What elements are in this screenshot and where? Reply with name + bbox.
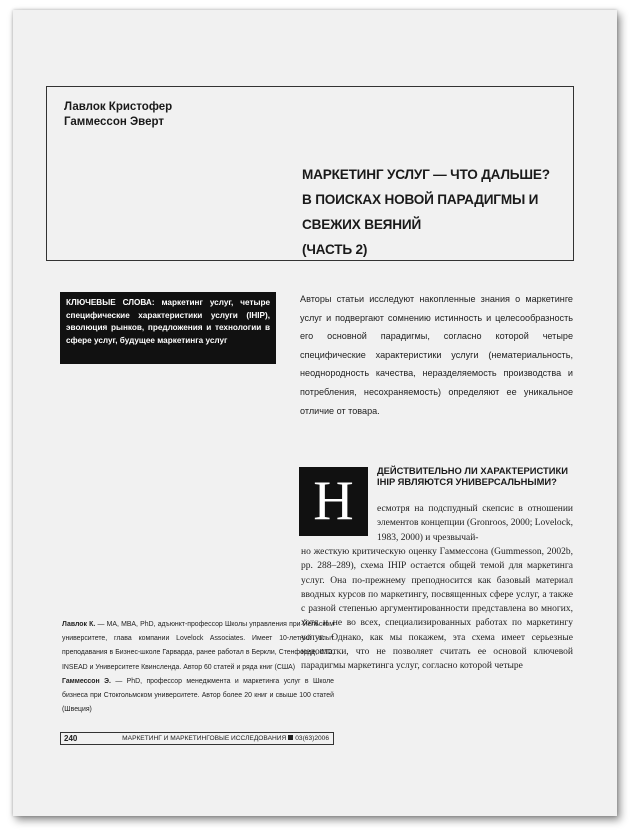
section-heading: ДЕЙСТВИТЕЛЬНО ЛИ ХАРАКТЕРИСТИКИ IHIP ЯВЛЯЮТСЯ УНИВЕРСАЛЬНЫМИ?	[377, 465, 568, 487]
body-text-first: есмотря на подспудный скепсис в отношении элементов концепции (Gronroos, 2000; Lovelock, 1983, 2000) и чрезвычай-	[377, 504, 573, 543]
author-name: Гаммессон Эверт	[64, 116, 164, 128]
author-bios	[62, 618, 334, 717]
journal-name: МАРКЕТИНГ И МАРКЕТИНГОВЫЕ ИССЛЕДОВАНИЯ	[122, 735, 287, 742]
title-line: СВЕЖИХ ВЕЯНИЙ	[302, 217, 422, 232]
body-text: но жесткую критическую оценку Гаммессона (Gummesson, 2002b, pp. 288–289), схема IHIP остается общей темой для маркетинга услуг. Она по-прежнему преподносится как базовый материал вводных курсов по маркетингу, посвященных сфере услуг, а также с разной степенью аргументированности представлена во многих, хотя и не во всех, специализированных работах по маркетингу услуг. Однако, как мы покажем, эта схема имеет серьезные недостатки, что не позволяет считать ее основой ключевой парадигмы маркетинга услуг, согласно которой четыре	[301, 547, 573, 672]
page-number: 240	[64, 734, 78, 743]
author-list	[64, 100, 172, 130]
article-title	[302, 162, 572, 262]
page-footer	[60, 732, 334, 745]
square-bullet-icon	[288, 735, 293, 740]
title-line: (ЧАСТЬ 2)	[302, 242, 368, 257]
bio-name: Гаммессон Э.	[62, 677, 111, 685]
bio-name: Лавлок К.	[62, 621, 96, 628]
title-line: МАРКЕТИНГ УСЛУГ — ЧТО ДАЛЬШЕ?	[302, 167, 550, 182]
author-name: Лавлок Кристофер	[64, 101, 173, 113]
issue-number: 03(63)2006	[295, 735, 329, 742]
drop-cap: Н	[299, 467, 368, 536]
keywords-box	[60, 292, 276, 364]
abstract: Авторы статьи исследуют накопленные знания о маркетинге услуг и подвергают сомнению истинность и целесообразность его основной парадигмы, согласно которой четыре специфические характеристики услуги (нематериальность, неоднородность качества, неразделяемость производства и потребления, несохраняемость) определяют ее уникальное отличие от товара.	[300, 294, 573, 416]
keywords-text: маркетинг услуг, четыре специфические характеристики услуги (IHIP), эволюция рынков, предложения и технологии в сфере услуг, будущее маркетинга услуг	[66, 298, 270, 345]
author-bio	[62, 675, 334, 718]
bio-text: — MA, MBA, PhD, адъюнкт-профессор Школы управления при Йельском университете, глава компании Lovelock Associates. Имеет 10-летний опыт преподавания в Бизнес-школе Гарварда, ранее работал в Беркли, Стенфорде, IMD, INSEAD и Университете Квинсленда. Автор 60 статей и ряда книг (США)	[62, 621, 334, 671]
author-bio	[62, 618, 334, 675]
journal-info	[122, 733, 329, 744]
bio-text: — PhD, профессор менеджмента и маркетинга услуг в Школе бизнеса при Стокгольмском университете. Автор более 20 книг и свыше 100 статей (Швеция)	[62, 677, 334, 714]
title-line: В ПОИСКАХ НОВОЙ ПАРАДИГМЫ И	[302, 192, 539, 207]
keywords-label: КЛЮЧЕВЫЕ СЛОВА:	[66, 298, 155, 307]
